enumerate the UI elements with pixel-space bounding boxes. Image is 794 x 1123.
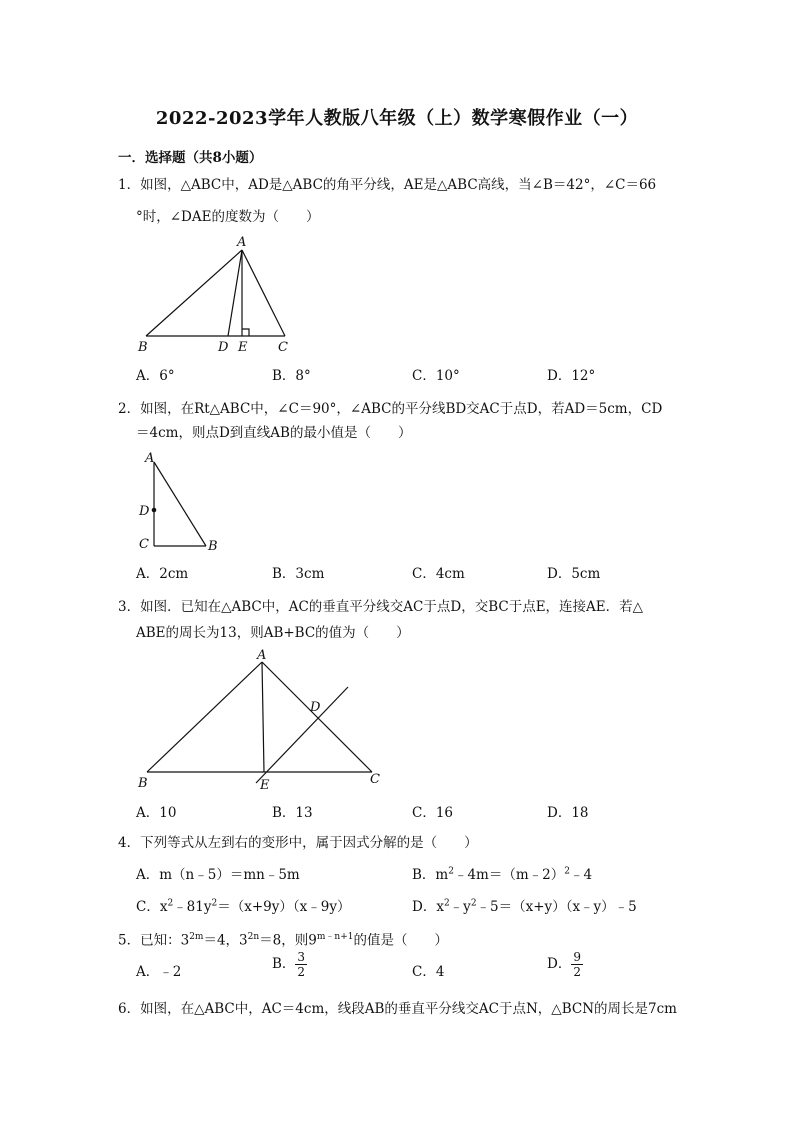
q5-option-d[interactable]: D． $\frac{9}{2}$ (547, 950, 581, 979)
q3-segment-ae (262, 662, 264, 772)
q4-option-d[interactable]: D．$x^2﹣y^2﹣5=(x+y)(x﹣y)﹣5$ (412, 898, 637, 915)
q5-option-d-fraction: $\frac{9}{2}$ (573, 950, 581, 979)
q1-option-c[interactable]: C．10° (412, 368, 460, 384)
q1-side-ab (146, 250, 242, 336)
q2-label-d: D (139, 504, 150, 519)
q2-side-ab (154, 462, 206, 546)
q2-label-c: C (139, 537, 149, 552)
q1-label-b: B (138, 340, 148, 355)
q1-label-e: E (238, 340, 248, 355)
q5-option-a[interactable]: A．﹣2 (136, 964, 182, 980)
q1-label-d: D (218, 340, 229, 355)
question-5-line-1: 5．已知：$3^{2m}=4$，$3^{2n}=8$，则$9^{m﹣n+1}$的值是（ ） (118, 932, 448, 949)
q1-option-a[interactable]: A．6° (136, 368, 175, 384)
q3-option-d[interactable]: D．18 (547, 805, 589, 821)
q3-label-a: A (257, 648, 267, 663)
q2-option-d[interactable]: D．5cm (547, 566, 601, 582)
q3-label-c: C (370, 772, 380, 787)
question-1-figure (130, 232, 310, 356)
page-title: 2022-2023学年人教版八年级（上）数学寒假作业（一） (155, 108, 639, 129)
q3-side-ac (262, 662, 372, 772)
q3-label-b: B (138, 776, 148, 791)
question-6-line-1: 6．如图，在△ABC中，AC＝4cm，线段AB的垂直平分线交AC于点N，△BCN的周长是7cm (118, 1001, 677, 1017)
q2-option-a[interactable]: A．2cm (136, 566, 189, 582)
q5-option-c[interactable]: C．4 (412, 964, 445, 980)
q1-option-d[interactable]: D．12° (547, 368, 596, 384)
q2-option-c[interactable]: C．4cm (412, 566, 465, 582)
question-4-line-1: 4．下列等式从左到右的变形中，属于因式分解的是（ ） (118, 835, 478, 851)
q5-option-b-fraction: $\frac{3}{2}$ (297, 950, 306, 979)
q1-label-a: A (237, 235, 247, 250)
q2-label-a: A (145, 451, 155, 466)
q4-option-a[interactable]: A．m（n﹣5）＝mn﹣5m (136, 867, 300, 883)
q2-point-d (152, 508, 157, 513)
q3-label-e: E (260, 778, 270, 793)
q1-bisector-ad (228, 250, 242, 336)
question-1-line-1: 1．如图，△ABC中，AD是△ABC的角平分线，AE是△ABC高线，当∠B＝42°，∠C＝66 (118, 177, 657, 193)
q3-side-ab (147, 662, 262, 772)
q1-side-ac (242, 250, 285, 336)
q1-right-angle-mark (242, 329, 249, 336)
q5-option-b[interactable]: B． $\frac{3}{2}$ (272, 950, 306, 979)
question-3-line-2: ABE的周长为13，则AB+BC的值为（ ） (136, 625, 410, 641)
q1-option-b[interactable]: B．8° (272, 368, 311, 384)
question-3-line-1: 3．如图．已知在△ABC中，AC的垂直平分线交AC于点D，交BC于点E，连接AE．若△ (118, 599, 644, 615)
q3-option-c[interactable]: C．16 (412, 805, 454, 821)
question-2-figure (132, 448, 232, 556)
q3-label-d: D (310, 700, 321, 715)
q4-option-b[interactable]: B．$m^2﹣4m=(m﹣2)^2﹣4$ (412, 866, 593, 883)
question-1-line-2: °时，∠DAE的度数为（ ） (136, 209, 320, 225)
section-heading: 一．选择题（共8小题） (118, 150, 263, 166)
q3-option-b[interactable]: B．13 (272, 805, 313, 821)
q1-label-c: C (278, 340, 288, 355)
question-3-figure (130, 645, 390, 795)
q4-option-c[interactable]: C．$x^2﹣81y^2=(x+9y)(x﹣9y)$ (136, 898, 351, 915)
q2-option-b[interactable]: B．3cm (272, 566, 325, 582)
question-2-line-1: 2．如图，在Rt△ABC中，∠C＝90°，∠ABC的平分线BD交AC于点D，若AD＝5cm，CD (118, 401, 663, 417)
question-2-line-2: ＝4cm，则点D到直线AB的最小值是（ ） (136, 425, 412, 441)
q2-label-b: B (208, 539, 218, 554)
q3-option-a[interactable]: A．10 (136, 805, 177, 821)
